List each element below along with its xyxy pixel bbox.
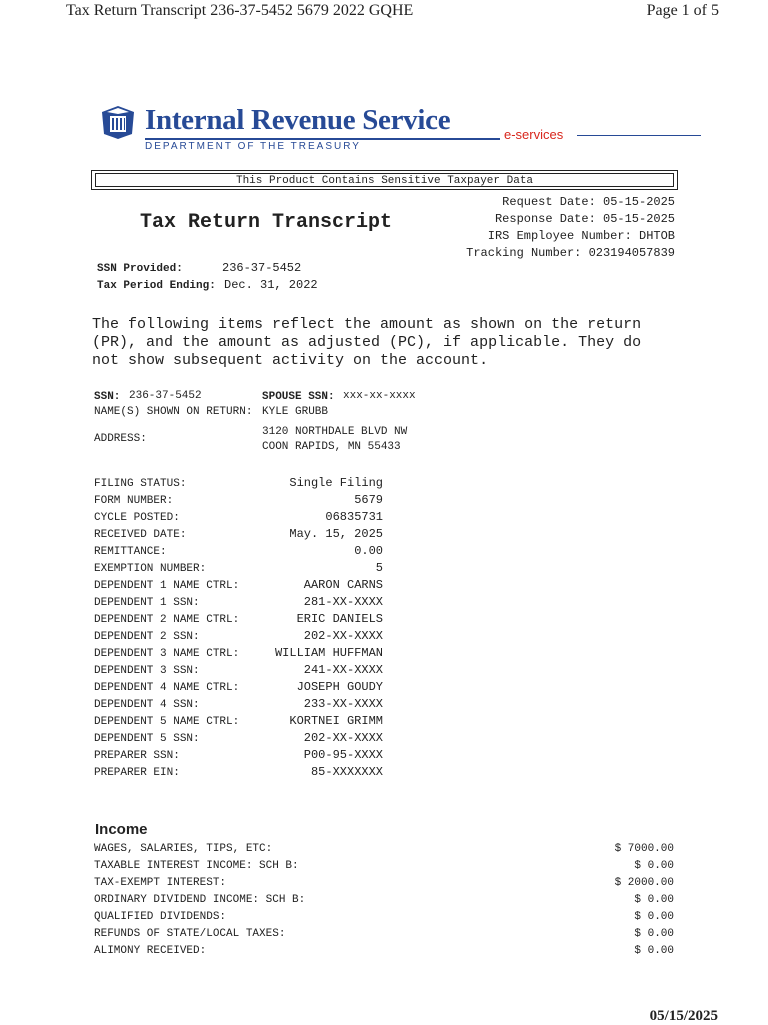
ssn-provided-value: 236-37-5452	[222, 261, 302, 275]
income-heading: Income	[95, 821, 148, 838]
preparer-ssn-label: PREPARER SSN:	[94, 750, 180, 762]
sensitive-data-text: This Product Contains Sensitive Taxpayer Data	[95, 173, 674, 187]
preparer-ssn-value: P00-95-XXXX	[303, 748, 383, 762]
dependent-1-ssn-label: DEPENDENT 1 SSN:	[94, 597, 200, 609]
footer-date: 05/15/2025	[649, 1008, 718, 1024]
dependent-5-name-label: DEPENDENT 5 NAME CTRL:	[94, 716, 240, 728]
tracking-number: Tracking Number: 023194057839	[466, 246, 675, 260]
preparer-ein-label: PREPARER EIN:	[94, 767, 180, 779]
address-line-1: 3120 NORTHDALE BLVD NW	[262, 426, 408, 438]
tax-period-value: Dec. 31, 2022	[224, 278, 318, 292]
dependent-1-name-label: DEPENDENT 1 NAME CTRL:	[94, 580, 240, 592]
response-date: Response Date: 05-15-2025	[494, 212, 675, 226]
income-row-value: $ 0.00	[634, 894, 674, 906]
dependent-1-name-value: AARON CARNS	[303, 578, 383, 592]
dependent-2-ssn-label: DEPENDENT 2 SSN:	[94, 631, 200, 643]
dependent-5-ssn-label: DEPENDENT 5 SSN:	[94, 733, 200, 745]
dependent-1-ssn-value: 281-XX-XXXX	[303, 595, 383, 609]
income-row-value: $ 7000.00	[614, 843, 674, 855]
logo-rule	[145, 138, 500, 140]
address-label: ADDRESS:	[94, 433, 147, 445]
irs-eagle-logo-icon	[99, 104, 137, 140]
dependent-5-name-value: KORTNEI GRIMM	[289, 714, 383, 728]
eservices-label: e-services	[504, 127, 564, 142]
dependent-4-name-label: DEPENDENT 4 NAME CTRL:	[94, 682, 240, 694]
dependent-4-name-value: JOSEPH GOUDY	[296, 680, 383, 694]
dependent-3-name-value: WILLIAM HUFFMAN	[274, 646, 383, 660]
income-row-label: WAGES, SALARIES, TIPS, ETC:	[94, 843, 273, 855]
income-row-value: $ 0.00	[634, 928, 674, 940]
irs-department: DEPARTMENT OF THE TREASURY	[145, 141, 361, 152]
filing-status-value: Single Filing	[289, 476, 383, 490]
dependent-4-ssn-label: DEPENDENT 4 SSN:	[94, 699, 200, 711]
exemption-number-value: 5	[375, 561, 383, 575]
preparer-ein-value: 85-XXXXXXX	[310, 765, 383, 779]
spouse-ssn-value: xxx-xx-xxxx	[343, 390, 416, 402]
tax-period-label: Tax Period Ending:	[97, 280, 216, 292]
received-date-label: RECEIVED DATE:	[94, 529, 187, 541]
income-row-label: ORDINARY DIVIDEND INCOME: SCH B:	[94, 894, 306, 906]
form-number-value: 5679	[354, 493, 383, 507]
dependent-2-name-value: ERIC DANIELS	[296, 612, 383, 626]
intro-paragraph: The following items reflect the amount as shown on the return (PR), and the amount as adjusted (PC), if applicable. They do not show subsequent activity on the account.	[92, 316, 642, 369]
dependent-3-ssn-label: DEPENDENT 3 SSN:	[94, 665, 200, 677]
page-title: Tax Return Transcript	[140, 211, 393, 234]
cycle-posted-label: CYCLE POSTED:	[94, 512, 180, 524]
filing-status-label: FILING STATUS:	[94, 478, 187, 490]
income-row-label: ALIMONY RECEIVED:	[94, 945, 207, 957]
remittance-value: 0.00	[354, 544, 383, 558]
spouse-ssn-label: SPOUSE SSN:	[262, 391, 335, 403]
dependent-3-name-label: DEPENDENT 3 NAME CTRL:	[94, 648, 240, 660]
dependent-2-name-label: DEPENDENT 2 NAME CTRL:	[94, 614, 240, 626]
income-row-label: REFUNDS OF STATE/LOCAL TAXES:	[94, 928, 286, 940]
income-row-value: $ 2000.00	[614, 877, 674, 889]
form-number-label: FORM NUMBER:	[94, 495, 174, 507]
eservices-rule	[577, 135, 701, 136]
ssn-value: 236-37-5452	[129, 390, 202, 402]
irs-name: Internal Revenue Service	[145, 104, 451, 136]
name-value: KYLE GRUBB	[262, 406, 329, 418]
dependent-4-ssn-value: 233-XX-XXXX	[303, 697, 383, 711]
income-row-value: $ 0.00	[634, 911, 674, 923]
ssn-provided-label: SSN Provided:	[97, 263, 183, 275]
request-date: Request Date: 05-15-2025	[502, 195, 675, 209]
dependent-3-ssn-value: 241-XX-XXXX	[303, 663, 383, 677]
dependent-5-ssn-value: 202-XX-XXXX	[303, 731, 383, 745]
exemption-number-label: EXEMPTION NUMBER:	[94, 563, 207, 575]
income-row-label: TAX-EXEMPT INTEREST:	[94, 877, 227, 889]
ssn-label: SSN:	[94, 391, 121, 403]
cycle-posted-value: 06835731	[325, 510, 383, 524]
document-header-title: Tax Return Transcript 236-37-5452 5679 2022 GQHE	[66, 2, 414, 19]
income-row-value: $ 0.00	[634, 945, 674, 957]
name-label: NAME(S) SHOWN ON RETURN:	[94, 406, 253, 418]
address-line-2: COON RAPIDS, MN 55433	[262, 441, 401, 453]
income-row-label: QUALIFIED DIVIDENDS:	[94, 911, 227, 923]
irs-employee-number: IRS Employee Number: DHTOB	[487, 229, 675, 243]
remittance-label: REMITTANCE:	[94, 546, 167, 558]
sensitive-data-notice	[91, 170, 678, 190]
dependent-2-ssn-value: 202-XX-XXXX	[303, 629, 383, 643]
income-row-value: $ 0.00	[634, 860, 674, 872]
received-date-value: May. 15, 2025	[289, 527, 383, 541]
page-number: Page 1 of 5	[646, 2, 719, 19]
income-row-label: TAXABLE INTEREST INCOME: SCH B:	[94, 860, 299, 872]
